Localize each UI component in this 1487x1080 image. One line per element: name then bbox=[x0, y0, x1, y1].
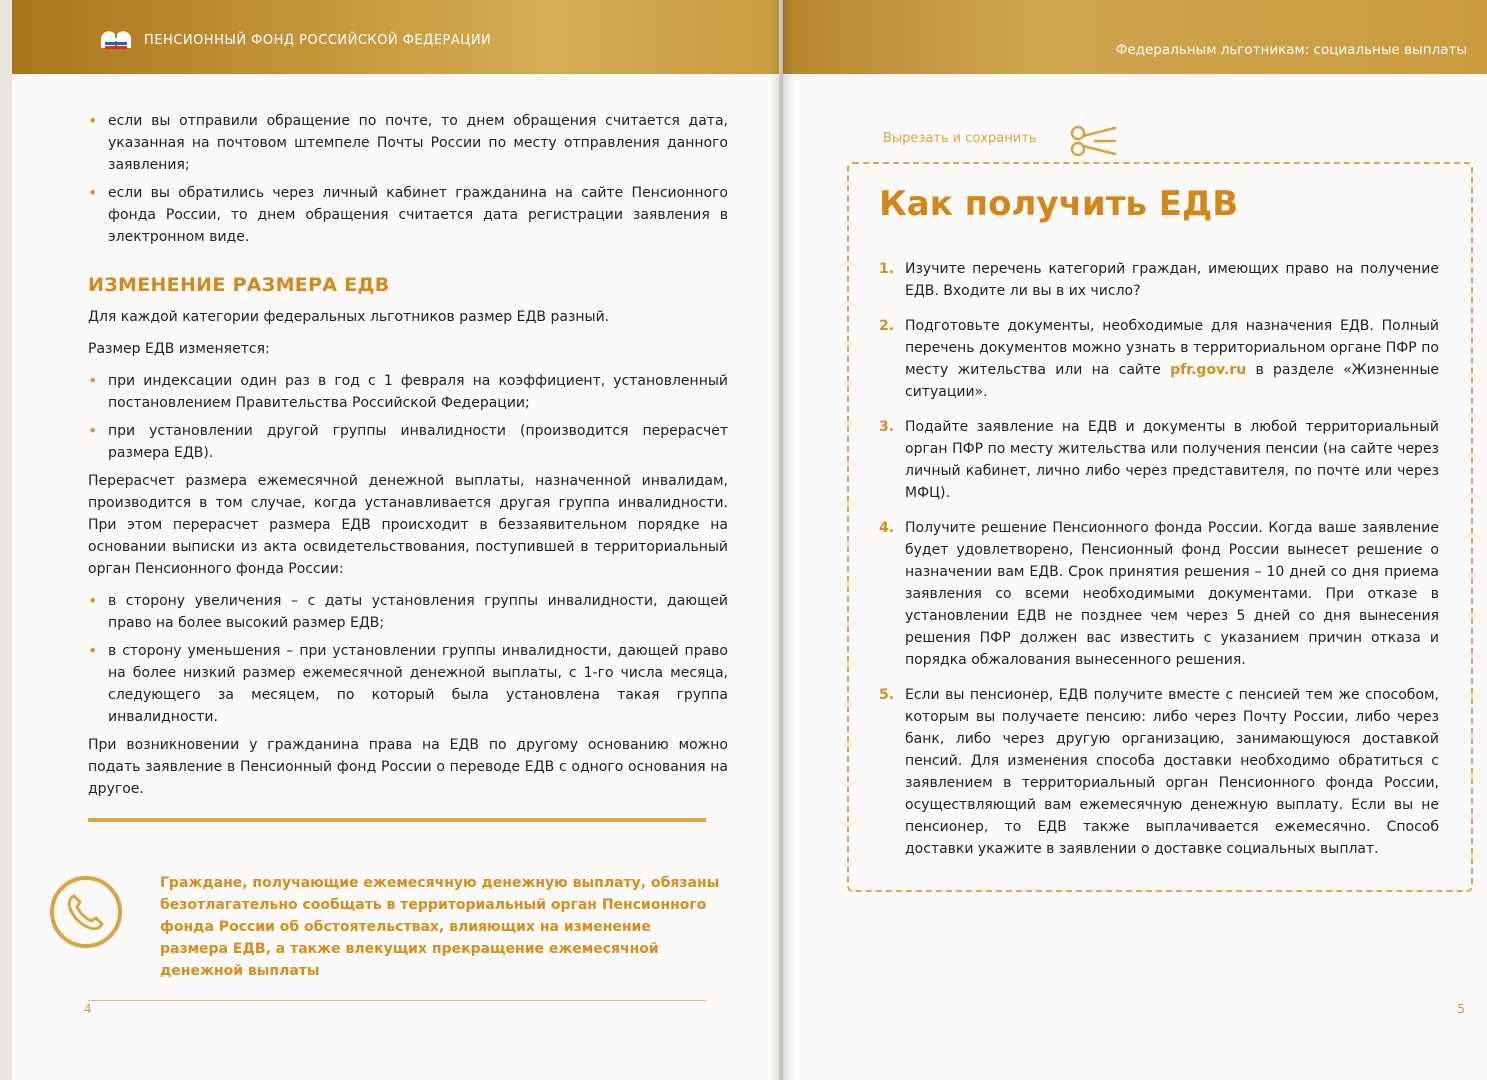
step-text: Подайте заявление на ЕДВ и документы в любой территориальный орган ПФР по месту жительства или получения пенсии (на сайте через личный кабинет, лично либо через представителя, по почте или через МФЦ). bbox=[905, 419, 1439, 501]
callout-text: Граждане, получающие ежемесячную денежную выплату, обязаны безотлагательно сообщать в территориальный орган Пенсионного фонда России об обстоятельствах, влияющих на изменение размера ЕДВ, а также влекущих прекращение ежемесячной денежной выплаты bbox=[160, 875, 720, 979]
change-bullets bbox=[88, 370, 728, 464]
step-item bbox=[879, 517, 1439, 671]
step-number: 3. bbox=[879, 419, 895, 435]
spine-gutter bbox=[770, 0, 794, 1080]
box-title: Как получить ЕДВ bbox=[879, 184, 1239, 224]
pfr-link[interactable]: pfr.gov.ru bbox=[1170, 362, 1247, 378]
paragraph: Для каждой категории федеральных льготников размер ЕДВ разный. bbox=[88, 309, 610, 325]
intro-bullets bbox=[88, 110, 728, 248]
list-item: • если вы обратились через личный кабинет гражданина на сайте Пенсионного фонда России, то днем обращения считается дата регистрации заявления в электронном виде. bbox=[88, 182, 728, 248]
paragraph: При возникновении у гражданина права на ЕДВ по другому основанию можно подать заявление в Пенсионный фонд России о переводе ЕДВ с одного основания на другое. bbox=[88, 737, 728, 797]
step-item bbox=[879, 258, 1439, 302]
left-content bbox=[88, 110, 728, 822]
phone-icon bbox=[48, 874, 124, 950]
list-item: • если вы отправили обращение по почте, то днем обращения считается дата, указанная на почтовом штемпеле Почты России по месту отправления данного заявления; bbox=[88, 110, 728, 176]
step-number: 2. bbox=[879, 318, 895, 334]
step-text: Изучите перечень категорий граждан, имеющих право на получение ЕДВ. Входите ли вы в их число? bbox=[905, 261, 1439, 299]
list-item: • при установлении другой группы инвалидности (производится перерасчет размера ЕДВ). bbox=[88, 420, 728, 464]
running-head: Федеральным льготникам: социальные выплаты bbox=[1115, 42, 1467, 58]
step-text: Получите решение Пенсионного фонда России. Когда ваше заявление будет удовлетворено, Пенсионный фонд России вынесет решение о назначении вам ЕДВ. Срок принятия решения – 10 дней со дня приема заявления со всеми необходимыми документами. При отказе в установлении ЕДВ не позднее чем через 5 дней со дня вынесения решения ПФР должен вас известить с указанием причин отказа и порядка обжалования вынесенного решения. bbox=[905, 520, 1439, 668]
steps-list bbox=[879, 258, 1439, 873]
step-text: Подготовьте документы, необходимые для назначения ЕДВ. Полный перечень документов можно узнать в территориальном органе ПФР по месту жительства или на сайте bbox=[905, 318, 1439, 378]
pfr-logo-icon bbox=[98, 26, 134, 54]
divider bbox=[88, 818, 706, 822]
brand bbox=[98, 26, 491, 54]
step-item bbox=[879, 684, 1439, 860]
left-header-band bbox=[12, 0, 779, 74]
step-number: 4. bbox=[879, 520, 895, 536]
list-item: • при индексации один раз в год с 1 февраля на коэффициент, установленный постановлением Правительства Российской Федерации; bbox=[88, 370, 728, 414]
paragraph: Размер ЕДВ изменяется: bbox=[88, 341, 270, 357]
callout bbox=[48, 858, 748, 979]
divider bbox=[88, 1000, 706, 1001]
list-item: • в сторону уменьшения – при установлении группы инвалидности, дающей право на более низкий размер ежемесячной денежной выплаты, с 1-го числа месяца, следующего за месяцем, по который была установлена такая группа инвалидности. bbox=[88, 640, 728, 728]
page-number: 5 bbox=[1457, 1002, 1465, 1016]
page-number: 4 bbox=[84, 1002, 92, 1016]
list-item: • в сторону увеличения – с даты установления группы инвалидности, дающей право на более высокий размер ЕДВ; bbox=[88, 590, 728, 634]
section-title: ИЗМЕНЕНИЕ РАЗМЕРА ЕДВ bbox=[88, 274, 390, 296]
cut-label: Вырезать и сохранить bbox=[883, 131, 1037, 146]
step-item bbox=[879, 315, 1439, 403]
recalc-bullets bbox=[88, 590, 728, 728]
right-header-band bbox=[783, 0, 1487, 74]
paragraph: Перерасчет размера ежемесячной денежной выплаты, назначенной инвалидам, производится в том случае, когда устанавливается другая группа инвалидности. При этом перерасчет размера ЕДВ происходит в беззаявительном порядке на основании выписки из акта освидетельствования, поступившей в территориальный орган Пенсионного фонда России: bbox=[88, 473, 728, 577]
right-page bbox=[783, 0, 1487, 1080]
step-item bbox=[879, 416, 1439, 504]
step-number: 5. bbox=[879, 687, 895, 703]
scissors-icon bbox=[1069, 124, 1121, 158]
org-name: ПЕНСИОННЫЙ ФОНД РОССИЙСКОЙ ФЕДЕРАЦИИ bbox=[144, 32, 492, 48]
step-number: 1. bbox=[879, 261, 895, 277]
step-text: Если вы пенсионер, ЕДВ получите вместе с пенсией тем же способом, которым вы получаете пенсию: либо через Почту России, либо через банк, либо через другую организацию, занимающуюся доставкой пенсий. Для изменения способа доставки необходимо обратиться с заявлением в территориальный орган Пенсионного фонда России, осуществляющий вам ежемесячную денежную выплату. Если вы не пенсионер, то ЕДВ также выплачивается ежемесячно. Способ доставки укажите в заявлении о доставке социальных выплат. bbox=[905, 687, 1439, 857]
left-page bbox=[12, 0, 779, 1080]
step-text-after: в разделе «Жизненные ситуации». bbox=[905, 362, 1440, 400]
